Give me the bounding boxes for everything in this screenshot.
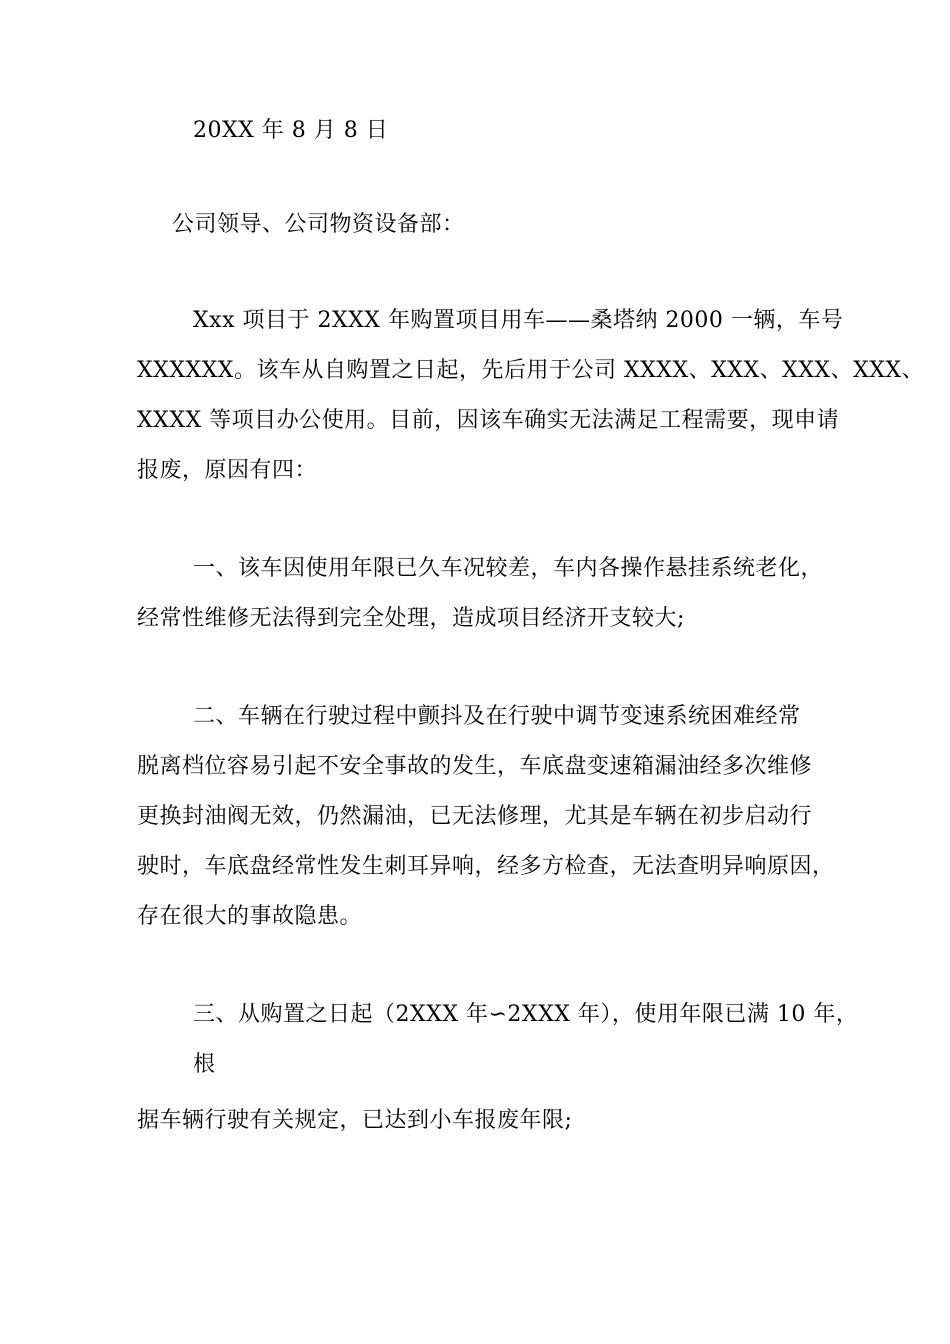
paragraph-line: 驶时，车底盘经常性发生刺耳异响，经多方检查，无法查明异响原因， [137,854,835,879]
paragraph-line: 根 [193,1052,216,1077]
paragraph-line: 据车辆行驶有关规定，已达到小车报废年限; [137,1108,573,1133]
paragraph-line: 存在很大的事故隐患。 [137,904,363,929]
paragraph-line: 二、车辆在行驶过程中颤抖及在行驶中调节变速系统困难经常 [193,704,801,729]
paragraph-line: 报废，原因有四： [137,458,318,483]
paragraph-line: 三、从购置之日起（2XXX 年∽2XXX 年），使用年限已满 10 年， [193,1002,859,1027]
date-line: 20XX 年 8 月 8 日 [193,118,389,143]
paragraph-line: Xxx 项目于 2XXX 年购置项目用车——桑塔纳 2000 一辆，车号 [193,308,844,333]
paragraph-line: 一、该车因使用年限已久车况较差，车内各操作悬挂系统老化， [193,556,824,581]
paragraph-line: 脱离档位容易引起不安全事故的发生，车底盘变速箱漏油经多次维修 [137,754,813,779]
paragraph-line: 更换封油阀无效，仍然漏油，已无法修理，尤其是车辆在初步启动行 [137,804,813,829]
salutation: 公司领导、公司物资设备部： [172,212,465,237]
paragraph-line: XXXXXX。该车从自购置之日起，先后用于公司 XXXX、XXX、XXX、XXX、 [137,358,925,383]
paragraph-line: 经常性维修无法得到完全处理，造成项目经济开支较大; [137,606,685,631]
paragraph-line: XXXX 等项目办公使用。目前，因该车确实无法满足工程需要，现申请 [137,408,840,433]
